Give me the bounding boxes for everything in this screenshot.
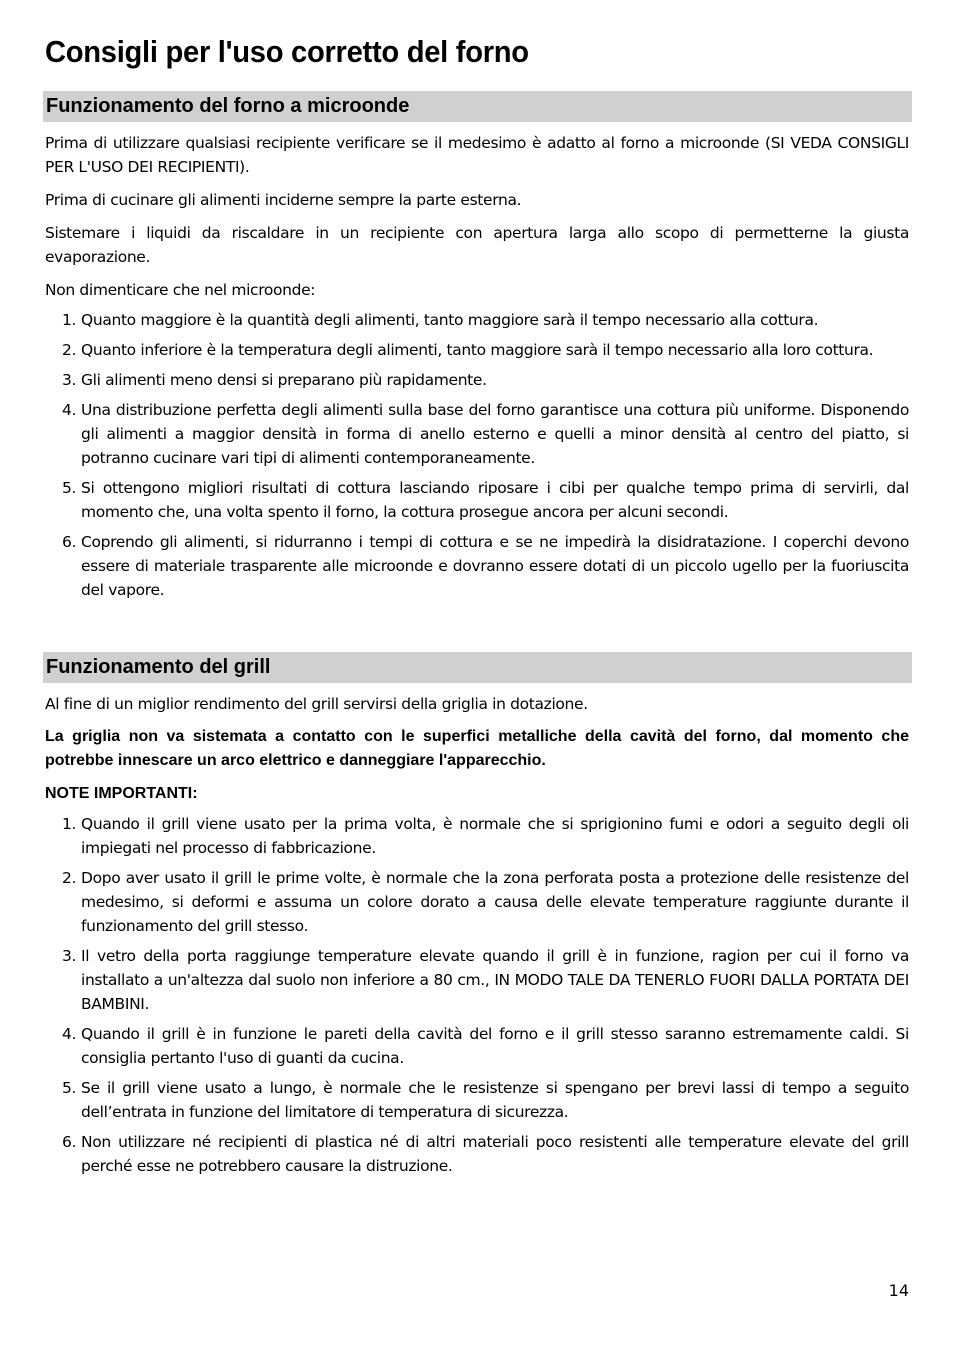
list-item: [45, 944, 909, 1016]
paragraph: Prima di utilizzare qualsiasi recipiente verificare se il medesimo è adatto al forno a microonde (SI VEDA CONSIGLI PER L'USO DEI RECIPIENTI).: [45, 134, 909, 176]
list-number: 5.: [62, 1079, 77, 1097]
list-item-text: Una distribuzione perfetta degli alimenti sulla base del forno garantisce una cottura più uniforme. Disponendo gli alimenti a maggior densità in forma di anello esterno e quelli a minor densità al centro del piatto, si potranno cucinare vari tipi di alimenti contemporaneamente.: [81, 401, 909, 467]
list-item: [45, 530, 909, 602]
list-item: [45, 476, 909, 524]
list-item-text: Quanto inferiore è la temperatura degli alimenti, tanto maggiore sarà il tempo necessario alla loro cottura.: [81, 341, 874, 359]
microwave-tips-list: [45, 308, 909, 602]
list-item-text: Gli alimenti meno densi si preparano più rapidamente.: [81, 371, 487, 389]
list-item-text: Si ottengono migliori risultati di cottura lasciando riposare i cibi per qualche tempo prima di servirli, dal momento che, una volta spento il forno, la cottura prosegue ancora per alcuni secondi.: [81, 479, 909, 521]
section-heading-microwave: [43, 91, 912, 122]
list-number: 6.: [62, 533, 77, 551]
list-item-text: Se il grill viene usato a lungo, è normale che le resistenze si spengano per brevi lassi di tempo a seguito dell’entrata in funzione del limitatore di temperatura di sicurezza.: [81, 1079, 909, 1121]
list-item-text: Il vetro della porta raggiunge temperature elevate quando il grill è in funzione, ragion per cui il forno va installato a un'altezza dal suolo non inferiore a 80 cm., IN MODO TALE DA TENERLO FUORI DALLA PORTATA DEI BAMBINI.: [81, 947, 909, 1013]
list-item-text: Coprendo gli alimenti, si ridurranno i tempi di cottura e se ne impedirà la disidratazione. I coperchi devono essere di materiale trasparente alle microonde e dovranno essere dotati di un piccolo ugello per la fuoriuscita del vapore.: [81, 533, 909, 599]
list-item: [45, 866, 909, 938]
section-heading-grill: [43, 652, 912, 683]
list-number: 5.: [62, 479, 77, 497]
paragraph: Sistemare i liquidi da riscaldare in un recipiente con apertura larga allo scopo di permetterne la giusta evaporazione.: [45, 224, 909, 266]
paragraph: Prima di cucinare gli alimenti inciderne sempre la parte esterna.: [45, 191, 522, 209]
section-microwave-body: [45, 131, 909, 608]
list-number: 3.: [62, 371, 77, 389]
list-item: [45, 1130, 909, 1178]
list-item-text: Quanto maggiore è la quantità degli alimenti, tanto maggiore sarà il tempo necessario alla cottura.: [81, 311, 819, 329]
list-item: [45, 368, 909, 392]
paragraph: Al fine di un miglior rendimento del grill servirsi della griglia in dotazione.: [45, 695, 588, 713]
list-item: [45, 812, 909, 860]
notes-label: NOTE IMPORTANTI:: [45, 785, 198, 802]
list-item-text: Quando il grill viene usato per la prima volta, è normale che si sprigionino fumi e odori a seguito degli oli impiegati nel processo di fabbricazione.: [81, 815, 909, 857]
page-number: 14: [888, 1281, 909, 1300]
list-number: 4.: [62, 1025, 77, 1043]
list-item: [45, 338, 909, 362]
list-item-text: Quando il grill è in funzione le pareti della cavità del forno e il grill stesso saranno estremamente caldi. Si consiglia pertanto l'uso di guanti da cucina.: [81, 1025, 909, 1067]
page-title: Consigli per l'uso corretto del forno: [45, 34, 529, 69]
warning-paragraph: La griglia non va sistemata a contatto con le superfici metalliche della cavità del forno, dal momento che potrebbe innescare un arco elettrico e danneggiare l'apparecchio.: [45, 728, 909, 769]
section-heading-text: Funzionamento del forno a microonde: [46, 95, 410, 117]
list-number: 4.: [62, 401, 77, 419]
list-number: 6.: [62, 1133, 77, 1151]
list-number: 2.: [62, 341, 77, 359]
list-number: 3.: [62, 947, 77, 965]
grill-notes-list: [45, 812, 909, 1178]
list-number: 2.: [62, 869, 77, 887]
list-item: [45, 1076, 909, 1124]
list-item-text: Dopo aver usato il grill le prime volte, è normale che la zona perforata posta a protezione delle resistenze del medesimo, si deformi e assuma un colore dorato a causa delle elevate temperature raggiunte durante il funzionamento del grill stesso.: [81, 869, 909, 935]
section-heading-text: Funzionamento del grill: [46, 656, 271, 678]
list-item: [45, 308, 909, 332]
list-number: 1.: [62, 815, 77, 833]
section-grill-body: [45, 692, 909, 1184]
list-item-text: Non utilizzare né recipienti di plastica né di altri materiali poco resistenti alle temperature elevate del grill perché esse ne potrebbero causare la distruzione.: [81, 1133, 909, 1175]
paragraph: Non dimenticare che nel microonde:: [45, 281, 316, 299]
list-item: [45, 1022, 909, 1070]
list-item: [45, 398, 909, 470]
list-number: 1.: [62, 311, 77, 329]
